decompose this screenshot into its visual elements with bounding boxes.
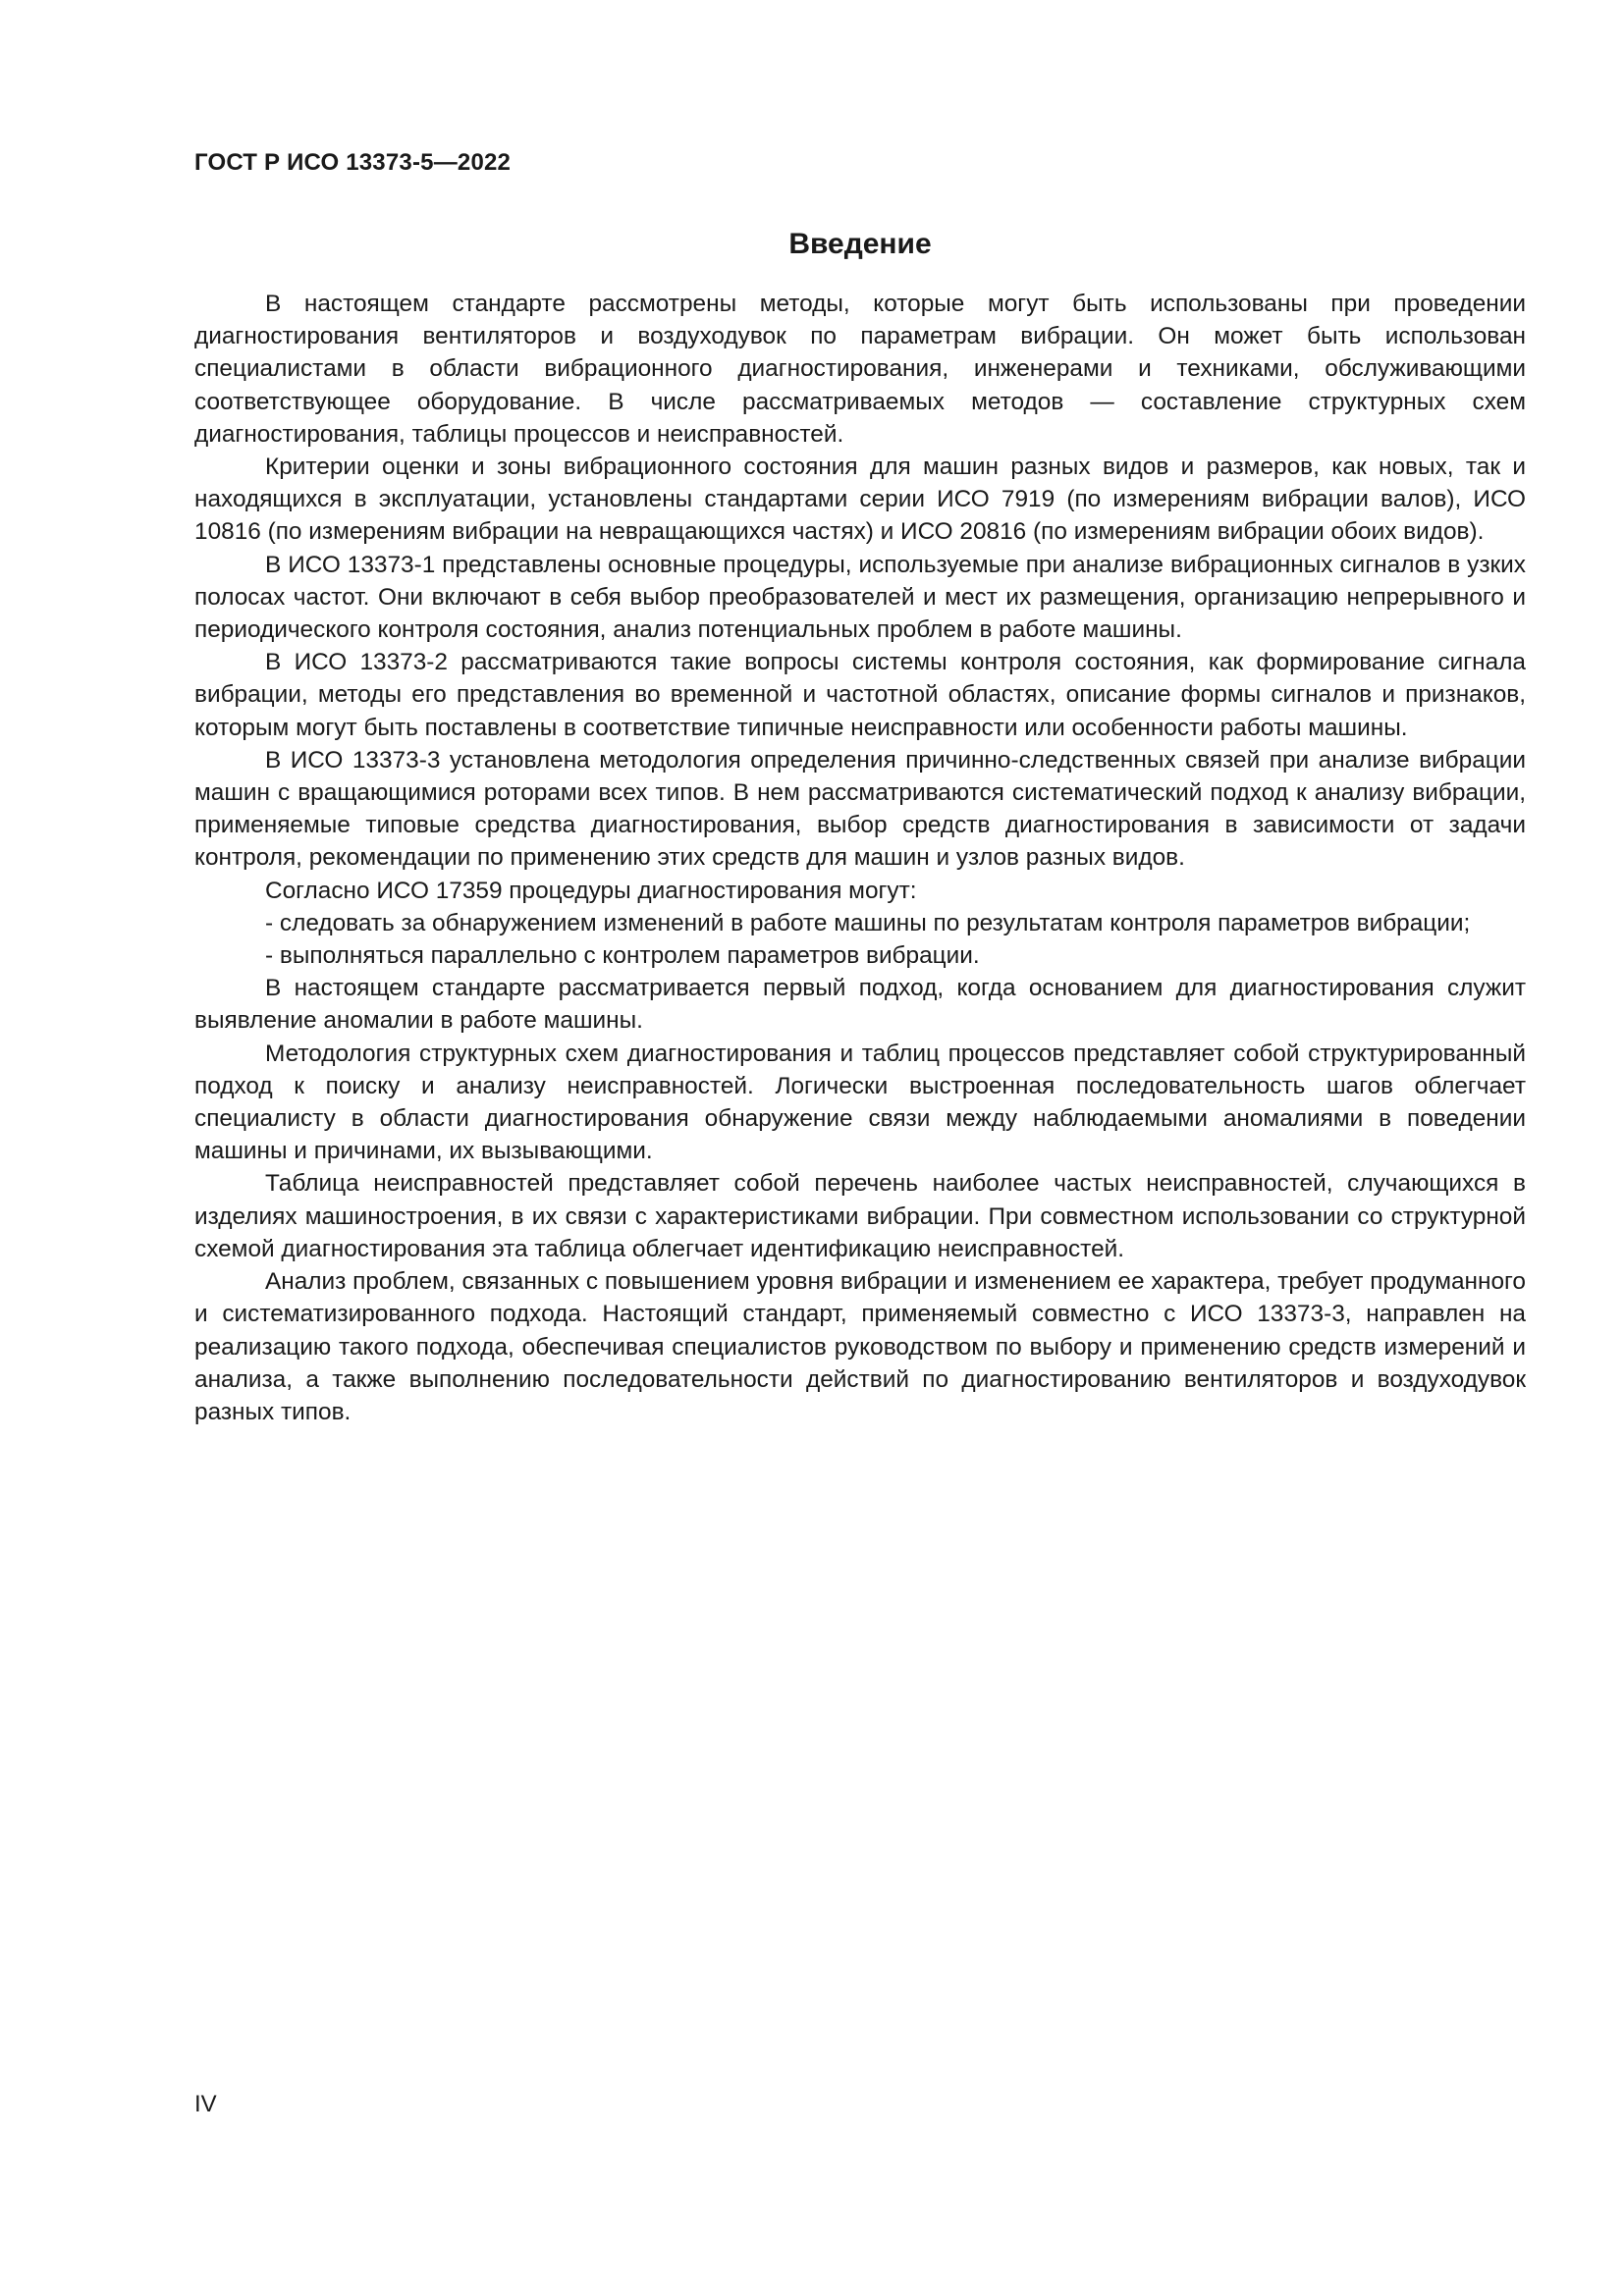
section-title: Введение [788, 228, 932, 260]
list-item: - выполняться параллельно с контролем параметров вибрации. [265, 942, 980, 970]
page-number: IV [194, 2091, 217, 2117]
paragraph: В ИСО 13373-2 рассматриваются такие вопросы системы контроля состояния, как формирование сигнала вибрации, методы его представления во временной и частотной областях, описание формы сигналов и признаков, которым могут быть поставлены в соответствие типичные неисправности или особенности работы машины. [194, 649, 1526, 741]
paragraph: Критерии оценки и зоны вибрационного состояния для машин разных видов и размеров, как новых, так и находящихся в эксплуатации, установлены стандартами серии ИСО 7919 (по измерениям вибрации валов), ИСО 10816 (по измерениям вибрации на невращающихся частях) и ИСО 20816 (по измерениям вибрации обоих видов). [194, 454, 1526, 546]
standard-header: ГОСТ Р ИСО 13373-5—2022 [194, 149, 512, 176]
paragraph: В ИСО 13373-1 представлены основные процедуры, используемые при анализе вибрационных сигналов в узких полосах частот. Они включают в себя выбор преобразователей и мест их размещения, организацию непрерывного и периодического контроля состояния, анализ потенциальных проблем в работе машины. [194, 551, 1526, 644]
list-item: - следовать за обнаружением изменений в работе машины по результатам контроля параметров вибрации; [265, 909, 1471, 936]
introduction-body [194, 288, 1526, 1428]
paragraph: Анализ проблем, связанных с повышением уровня вибрации и изменением ее характера, требует продуманного и систематизированного подхода. Настоящий стандарт, применяемый совместно с ИСО 13373-3, направлен на реализацию такого подхода, обеспечивая специалистов руководством по выбору и применению средств измерений и анализа, а также выполнению последовательности действий по диагностированию вентиляторов и воздуходувок разных типов. [194, 1268, 1526, 1425]
paragraph: В настоящем стандарте рассматривается первый подход, когда основанием для диагностирования служит выявление аномалии в работе машины. [194, 975, 1526, 1035]
paragraph: Таблица неисправностей представляет собой перечень наиболее частых неисправностей, случающихся в изделиях машиностроения, в их связи с характеристиками вибрации. При совместном использовании со структурной схемой диагностирования эта таблица облегчает идентификацию неисправностей. [194, 1170, 1526, 1262]
paragraph: Согласно ИСО 17359 процедуры диагностирования могут: [265, 877, 917, 904]
paragraph: Методология структурных схем диагностирования и таблиц процессов представляет собой структурированный подход к поиску и анализу неисправностей. Логически выстроенная последовательность шагов облегчает специалисту в области диагностирования обнаружение связи между наблюдаемыми аномалиями в поведении машины и причинами, их вызывающими. [194, 1040, 1526, 1165]
paragraph: В ИСО 13373-3 установлена методология определения причинно-следственных связей при анализе вибрации машин с вращающимися роторами всех типов. В нем рассматриваются систематический подход к анализу вибрации, применяемые типовые средства диагностирования, выбор средств диагностирования в зависимости от задачи контроля, рекомендации по применению этих средств для машин и узлов разных видов. [194, 746, 1526, 872]
paragraph: В настоящем стандарте рассмотрены методы, которые могут быть использованы при проведении диагностирования вентиляторов и воздуходувок по параметрам вибрации. Он может быть использован специалистами в области вибрационного диагностирования, инженерами и техниками, обслуживающими соответствующее оборудование. В числе рассматриваемых методов — составление структурных схем диагностирования, таблицы процессов и неисправностей. [194, 291, 1526, 448]
